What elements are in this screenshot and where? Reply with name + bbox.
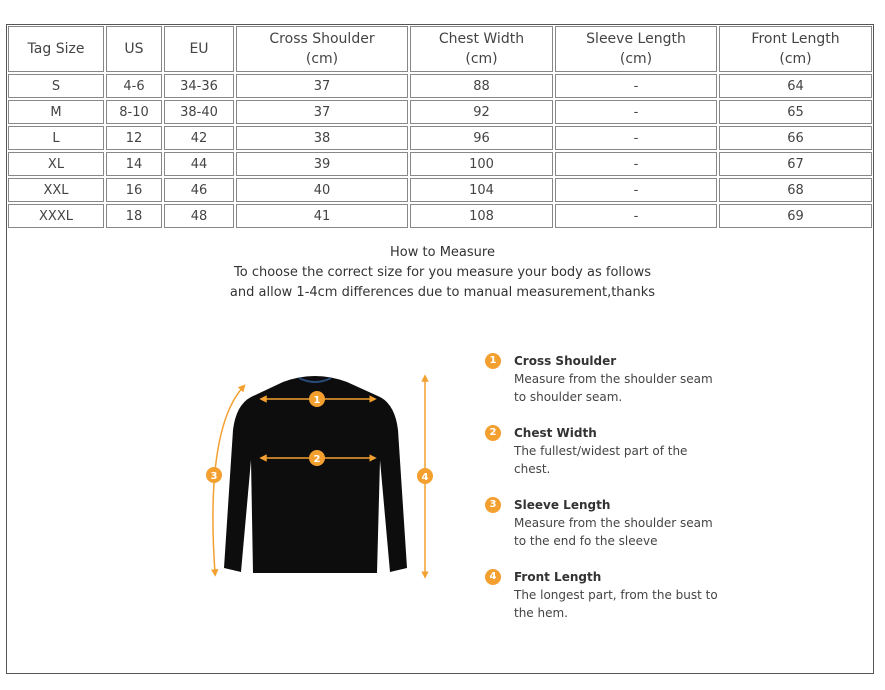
cell-us: 8-10 xyxy=(106,100,162,124)
legend-title: Sleeve Length xyxy=(514,498,611,512)
cell-tag-size: XXXL xyxy=(8,204,104,228)
legend-item-sleeve-length xyxy=(485,496,845,550)
cell-us: 14 xyxy=(106,152,162,176)
legend-number-badge: 2 xyxy=(485,425,501,441)
cell-front-length: 64 xyxy=(719,74,872,98)
table-row xyxy=(8,74,872,98)
cell-cross-shoulder: 37 xyxy=(236,100,408,124)
cell-tag-size: XXL xyxy=(8,178,104,202)
table-header-row xyxy=(8,26,872,72)
cell-eu: 44 xyxy=(164,152,234,176)
size-table xyxy=(6,24,874,230)
svg-text:4: 4 xyxy=(421,472,429,483)
legend-title: Chest Width xyxy=(514,426,597,440)
table-row xyxy=(8,152,872,176)
cell-us: 12 xyxy=(106,126,162,150)
header-us: US xyxy=(106,26,162,72)
cell-tag-size: S xyxy=(8,74,104,98)
legend-title: Front Length xyxy=(514,570,602,584)
legend-item-front-length xyxy=(485,568,845,622)
cell-chest-width: 100 xyxy=(410,152,553,176)
header-eu: EU xyxy=(164,26,234,72)
cell-chest-width: 88 xyxy=(410,74,553,98)
header-chest-width: Chest Width (cm) xyxy=(410,26,553,72)
table-row xyxy=(8,126,872,150)
cell-sleeve-length: - xyxy=(555,204,717,228)
marker-2 xyxy=(309,450,325,466)
cell-sleeve-length: - xyxy=(555,152,717,176)
legend-item-cross-shoulder xyxy=(485,352,845,406)
cell-eu: 38-40 xyxy=(164,100,234,124)
cell-tag-size: M xyxy=(8,100,104,124)
marker-4 xyxy=(417,468,433,484)
cell-eu: 42 xyxy=(164,126,234,150)
cell-front-length: 68 xyxy=(719,178,872,202)
legend-description: Measure from the shoulder seam to shoulder seam. xyxy=(514,372,713,404)
header-tag-size: Tag Size xyxy=(8,26,104,72)
legend-number-badge: 1 xyxy=(485,353,501,369)
header-cross-shoulder: Cross Shoulder (cm) xyxy=(236,26,408,72)
cell-eu: 34-36 xyxy=(164,74,234,98)
cell-tag-size: XL xyxy=(8,152,104,176)
legend-description: Measure from the shoulder seam to the end fo the sleeve xyxy=(514,516,713,548)
cell-front-length: 65 xyxy=(719,100,872,124)
legend-item-chest-width xyxy=(485,424,845,478)
how-to-measure-line-1: To choose the correct size for you measure your body as follows xyxy=(234,265,651,280)
table-row xyxy=(8,178,872,202)
cell-us: 18 xyxy=(106,204,162,228)
cell-cross-shoulder: 39 xyxy=(236,152,408,176)
legend-number-badge: 4 xyxy=(485,569,501,585)
long-sleeve-shirt-diagram xyxy=(195,370,445,580)
how-to-measure-line-2: and allow 1-4cm differences due to manual measurement,thanks xyxy=(229,285,656,300)
cell-sleeve-length: - xyxy=(555,74,717,98)
marker-3 xyxy=(206,467,222,483)
header-sleeve-length: Sleeve Length (cm) xyxy=(555,26,717,72)
cell-front-length: 66 xyxy=(719,126,872,150)
cell-us: 16 xyxy=(106,178,162,202)
marker-1 xyxy=(309,391,325,407)
cell-cross-shoulder: 41 xyxy=(236,204,408,228)
cell-tag-size: L xyxy=(8,126,104,150)
cell-sleeve-length: - xyxy=(555,178,717,202)
cell-chest-width: 104 xyxy=(410,178,553,202)
cell-front-length: 67 xyxy=(719,152,872,176)
measurement-legend xyxy=(485,352,845,640)
svg-text:2: 2 xyxy=(313,454,321,465)
table-row xyxy=(8,204,872,228)
legend-description: The fullest/widest part of the chest. xyxy=(514,444,688,476)
table-row xyxy=(8,100,872,124)
svg-text:3: 3 xyxy=(210,471,218,482)
cell-chest-width: 92 xyxy=(410,100,553,124)
cell-front-length: 69 xyxy=(719,204,872,228)
legend-number-badge: 3 xyxy=(485,497,501,513)
cell-sleeve-length: - xyxy=(555,126,717,150)
cell-cross-shoulder: 37 xyxy=(236,74,408,98)
cell-chest-width: 108 xyxy=(410,204,553,228)
how-to-measure-title: How to Measure xyxy=(390,245,495,260)
cell-eu: 46 xyxy=(164,178,234,202)
cell-cross-shoulder: 38 xyxy=(236,126,408,150)
legend-title: Cross Shoulder xyxy=(514,354,617,368)
header-front-length: Front Length (cm) xyxy=(719,26,872,72)
cell-cross-shoulder: 40 xyxy=(236,178,408,202)
cell-eu: 48 xyxy=(164,204,234,228)
legend-description: The longest part, from the bust to the hem. xyxy=(514,588,718,620)
svg-text:1: 1 xyxy=(313,395,321,406)
cell-chest-width: 96 xyxy=(410,126,553,150)
cell-us: 4-6 xyxy=(106,74,162,98)
cell-sleeve-length: - xyxy=(555,100,717,124)
